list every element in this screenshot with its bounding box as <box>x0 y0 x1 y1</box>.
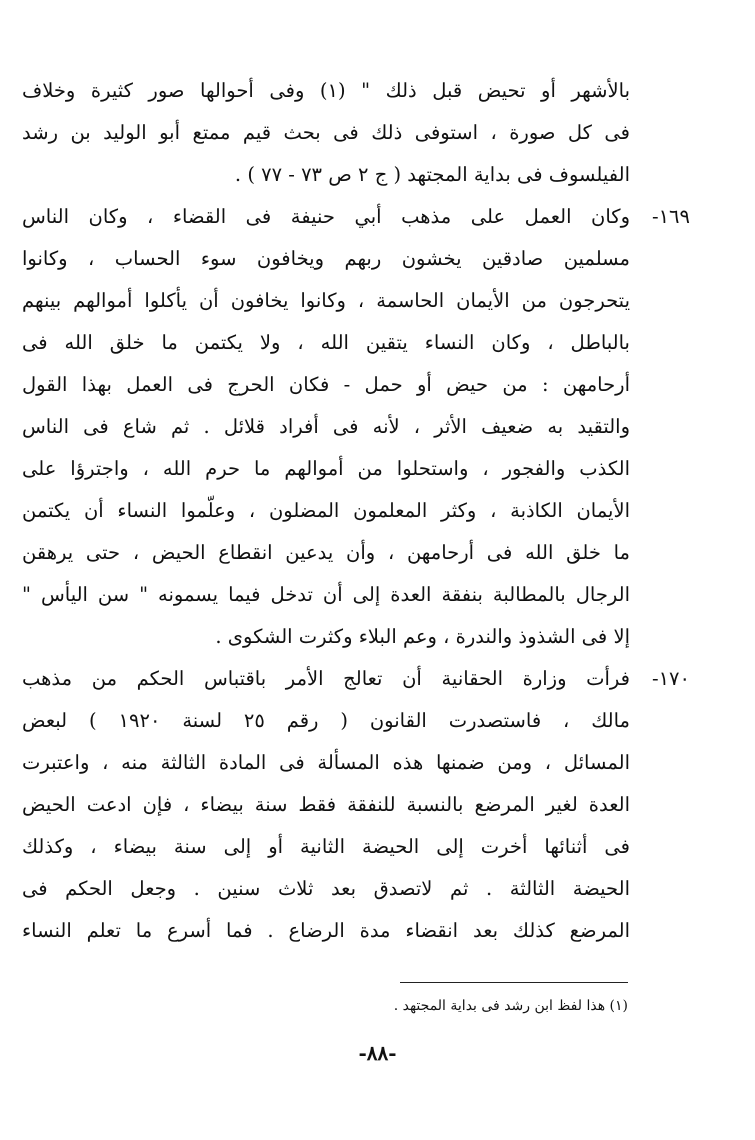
text-line: فى كل صورة ، استوفى ذلك فى بحث قيم ممتع أبو الوليد بن رشد <box>22 121 630 144</box>
text-line: الأيمان الكاذبة ، وكثر المعلمون المضلون ، وعلّموا النساء أن يكتمن <box>22 499 630 522</box>
text-line: الكذب والفجور ، واستحلوا من أموالهم ما حرم الله ، واجترؤا على <box>22 457 630 480</box>
footnote: (١) هذا لفظ ابن رشد فى بداية المجتهد . <box>393 998 628 1014</box>
paragraph-number: ١٧٠- <box>651 667 690 690</box>
text-line: أرحامهن : من حيض أو حمل - فكان الحرج فى العمل بهذا القول <box>22 373 630 396</box>
text-line: الحيضة الثالثة . ثم لاتصدق بعد ثلاث سنين . وجعل الحكم فى <box>22 877 630 900</box>
text-line: فرأت وزارة الحقانية أن تعالج الأمر باقتباس الحكم من مذهب <box>22 667 630 690</box>
text-line: المسائل ، ومن ضمنها هذه المسألة فى المادة الثالثة منه ، واعتبرت <box>22 751 630 774</box>
text-line: يتحرجون من الأيمان الحاسمة ، وكانوا يخافون أن يأكلوا أموالهم بينهم <box>22 289 630 312</box>
text-line: الرجال بالمطالبة بنفقة العدة إلى أن تدخل فيما يسمونه " سن اليأس " <box>22 583 630 606</box>
text-line: والتقيد به ضعيف الأثر ، لأنه فى أفراد قلائل . ثم شاع فى الناس <box>22 415 630 438</box>
text-line: الفيلسوف فى بداية المجتهد ( ج ٢ ص ٧٣ - ٧٧ ) . <box>234 163 630 186</box>
text-line: المرضع كذلك بعد انقضاء مدة الرضاع . فما أسرع ما تعلم النساء <box>22 919 630 942</box>
footnote-divider <box>400 982 628 983</box>
text-line: إلا فى الشذوذ والندرة ، وعم البلاء وكثرت الشكوى . <box>215 625 630 648</box>
text-line: بالباطل ، وكان النساء يتقين الله ، ولا يكتمن ما خلق الله فى <box>22 331 630 354</box>
text-line: مسلمين صادقين يخشون ربهم ويخافون سوء الحساب ، وكانوا <box>22 247 630 270</box>
text-line: وكان العمل على مذهب أبي حنيفة فى القضاء ، وكان الناس <box>22 205 630 228</box>
text-line: ما خلق الله فى أرحامهن ، وأن يدعين انقطاع الحيض ، حتى يرهقن <box>22 541 630 564</box>
text-line: مالك ، فاستصدرت القانون ( رقم ٢٥ لسنة ١٩٢٠ ) لبعض <box>22 709 630 732</box>
paragraph-number: ١٦٩- <box>651 205 690 228</box>
text-line: فى أثنائها أخرت إلى الحيضة الثانية أو إلى سنة بيضاء ، وكذلك <box>22 835 630 858</box>
text-line: بالأشهر أو تحيض قبل ذلك " (١) وفى أحوالها صور كثيرة وخلاف <box>22 79 630 102</box>
body-text <box>22 70 630 952</box>
text-line: العدة لغير المرضع بالنسبة للنفقة فقط سنة بيضاء ، فإن ادعت الحيض <box>22 793 630 816</box>
page-number: -٨٨- <box>358 1041 397 1065</box>
